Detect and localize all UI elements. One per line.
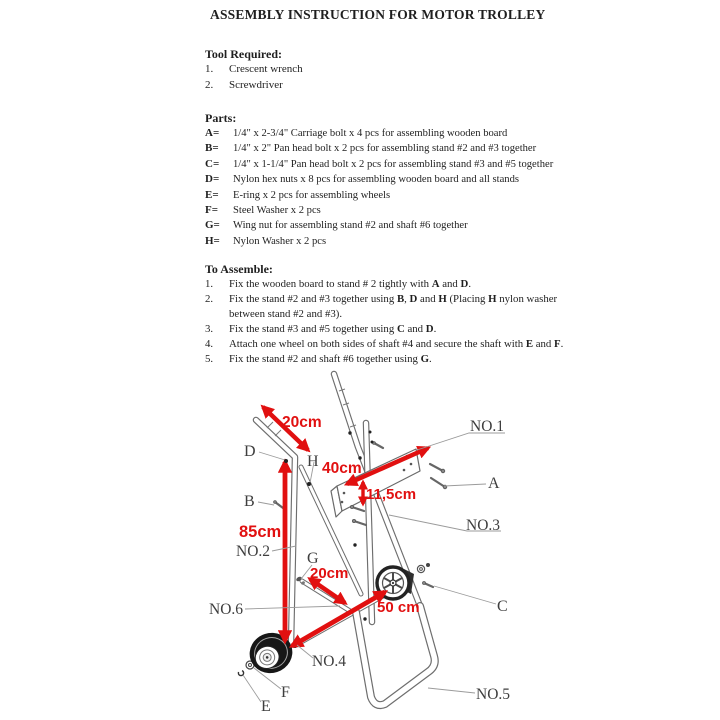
part-description: Nylon hex nuts x 8 pcs for assembling wooden board and all stands	[233, 174, 519, 186]
dim-text-20cm-top: 20cm	[282, 414, 322, 431]
label-c: C	[497, 598, 508, 615]
label-g: G	[307, 550, 319, 567]
board-hole	[341, 501, 344, 504]
part-row	[205, 203, 595, 218]
step-number: 2.	[205, 293, 214, 306]
label-a: A	[488, 475, 500, 492]
assemble-step-row	[205, 322, 595, 337]
label-no2: NO.2	[236, 543, 271, 560]
part-key: C=	[205, 157, 220, 170]
assemble-step-row	[205, 277, 595, 292]
part-row	[205, 157, 595, 172]
label-no1: NO.1	[470, 418, 505, 435]
label-no3: NO.3	[466, 517, 501, 534]
part-description: Nylon Washer x 2 pcs	[233, 235, 327, 247]
step-number: 1.	[205, 278, 214, 291]
trolley-diagram	[180, 360, 560, 720]
label-e: E	[261, 698, 271, 715]
dim-text-20cm-bottom: 20cm	[310, 565, 349, 582]
label-no5: NO.5	[476, 686, 511, 703]
part-key: B=	[205, 142, 219, 155]
step-text: Fix the wooden board to stand # 2 tightly with A and D.	[229, 278, 472, 291]
label-no6: NO.6	[209, 601, 244, 618]
board-hole	[343, 492, 346, 495]
part-key: F=	[205, 204, 218, 217]
board-hole	[403, 469, 406, 472]
part-description: Steel Washer x 2 pcs	[233, 205, 321, 217]
dim-text-85cm: 85cm	[239, 523, 282, 541]
e-ring-glyph	[238, 670, 243, 675]
part-row	[205, 126, 595, 141]
part-description: E-ring x 2 pcs for assembling wheels	[233, 189, 391, 201]
part-description: 1/4" x 2" Pan head bolt x 2 pcs for assembling stand #2 and #3 together	[233, 143, 537, 155]
label-no4: NO.4	[312, 653, 347, 670]
part-description: 1/4" x 2-3/4" Carriage bolt x 4 pcs for assembling wooden board	[233, 128, 508, 139]
assemble-step-row	[205, 337, 595, 352]
tool-item-text: Screwdriver	[229, 78, 283, 91]
label-f: F	[281, 684, 290, 701]
step-text: Fix the stand #2 and shaft #6 together using G.	[229, 353, 432, 366]
assemble-heading: To Assemble:	[205, 262, 273, 277]
tool-item	[205, 62, 595, 78]
assemble-step-row	[205, 292, 595, 322]
center-vertical-tube	[366, 423, 372, 622]
tool-item-text: Crescent wrench	[229, 63, 303, 75]
base-frame-no5-tube	[356, 606, 435, 705]
bolt-washer-c	[417, 563, 433, 587]
part-key: G=	[205, 219, 220, 232]
dim-text-50cm: 50 cm	[377, 599, 420, 616]
step-number: 4.	[205, 338, 214, 351]
part-row	[205, 141, 595, 156]
part-key: H=	[205, 234, 220, 247]
part-row	[205, 188, 595, 203]
step-text: Fix the stand #3 and #5 together using C and D.	[229, 323, 437, 336]
part-description: 1/4" x 1-1/4" Pan head bolt x 2 pcs for assembling stand #3 and #5 together	[233, 158, 554, 170]
tool-item-number: 1.	[205, 63, 214, 75]
step-text: Fix the stand #2 and #3 together using B, D and H (Placing H nylon washer between stand #2 and #3).	[229, 293, 558, 321]
step-text: Attach one wheel on both sides of shaft #4 and secure the shaft with E and F.	[229, 338, 564, 351]
parts-list	[205, 126, 595, 249]
dim-text-40cm: 40cm	[322, 460, 362, 477]
label-b: B	[244, 493, 255, 510]
assemble-steps	[205, 277, 595, 367]
tools-heading: Tool Required:	[205, 47, 283, 61]
part-key: E=	[205, 188, 219, 201]
instruction-document	[205, 7, 595, 367]
part-description: Wing nut for assembling stand #2 and shaft #6 together	[233, 220, 468, 232]
part-key: A=	[205, 127, 220, 139]
parts-heading: Parts:	[205, 111, 237, 125]
step-number: 5.	[205, 353, 214, 366]
part-row	[205, 234, 595, 249]
label-d: D	[244, 443, 256, 460]
part-row	[205, 172, 595, 187]
page-title: ASSEMBLY INSTRUCTION FOR MOTOR TROLLEY	[210, 7, 546, 22]
label-h: H	[307, 453, 319, 470]
dim-text-11-5cm: 11,5cm	[366, 486, 417, 503]
tool-item-number: 2.	[205, 78, 214, 91]
step-number: 3.	[205, 323, 214, 336]
part-key: D=	[205, 173, 220, 186]
board-hole	[410, 463, 413, 466]
part-row	[205, 218, 595, 233]
tool-item	[205, 78, 595, 94]
tools-list	[205, 62, 595, 93]
